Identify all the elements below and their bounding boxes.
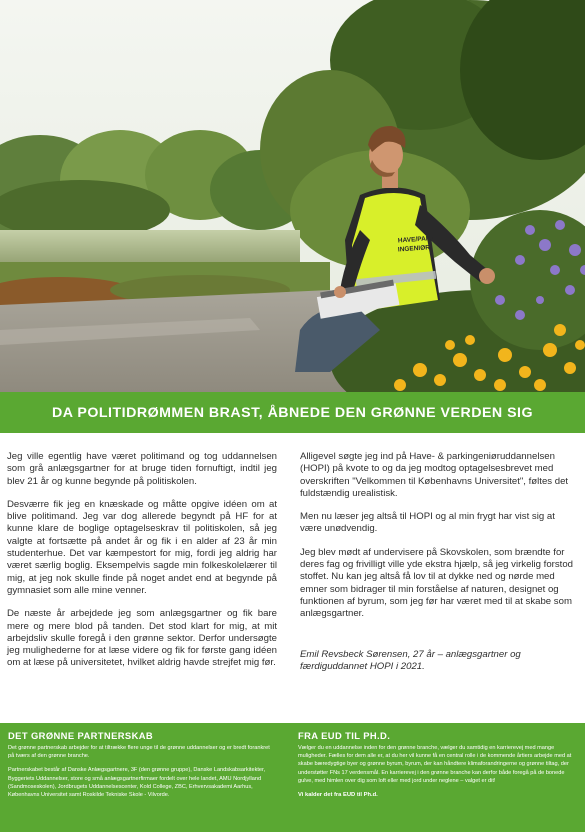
footer-left-title: DET GRØNNE PARTNERSKAB xyxy=(8,730,154,741)
footer-right-title: FRA EUD TIL PH.D. xyxy=(298,730,391,741)
article-column-left xyxy=(7,451,277,681)
footer-right-paragraph: Vælger du en uddannelse inden for den grønne branche, vælger du samtidig en karrierevej med mange muligheder. Fælles for dem alle er, at du her vil kunne få en central rolle i de kommende årtiers arbejde med at skabe bæredygtige byer og grønne byrum, byrum, der kan håndtere klimaforandringerne og grønne tiltag, der understøtter FNs 17 verdensmål. En karrierevej i den grønne branche kan derfor både foregå på de bonede gulve, med himlen over dig som loft eller med jord under neglene – valget er dit! xyxy=(298,745,572,784)
vest-text-line-1: HAVE/PARK xyxy=(397,234,436,245)
footer-career xyxy=(298,730,578,799)
footer-left-paragraph: Partnerskabet består af Danske Anlægsgartnere, 3F (den grønne gruppe), Danske Landskabsarkitekter, Byggeriets Uddannelser, store og små anlægsgartnerfirmaer fordelt over hele landet, AMU Nordjylland (Sandmoseskolen), Jordbrugets Uddannelsescenter, Kold College, ZBC, Erhvervsakademi Aarhus, Københavns Universitet samt Roskilde Tekniske Skole - Vilvorde. xyxy=(8,767,266,799)
paragraph: Men nu læser jeg altså til HOPI og al min frygt har vist sig at være unødvendig. xyxy=(300,511,555,535)
paragraph: Jeg blev mødt af undervisere på Skovskolen, som brændte for deres fag og frivilligt ville yde ekstra hjælp, så jeg virkelig forstod stoffet. Nu kan jeg altså få lov til at dykke ned og nørde med emner som bidrager til min forståelse af naturen, designet og funktionen af byrum, som jeg før har været med til at skabe som anlægsgartner. xyxy=(300,546,574,620)
headline: DA POLITIDRØMMEN BRAST, ÅBNEDE DEN GRØNNE VERDEN SIG xyxy=(51,404,534,421)
photo-caption: Emil Revsbeck Sørensen, 27 år – anlægsgartner og færdiguddannet HOPI i 2021. xyxy=(300,648,521,672)
vest-text-line-2: INGENIØR xyxy=(397,244,431,254)
headline-banner xyxy=(0,392,585,433)
hero-photo xyxy=(0,0,585,392)
footer-right-closing: Vi kalder det fra EUD til Ph.d. xyxy=(298,792,378,799)
footer-left-paragraph: Det grønne partnerskab arbejder for at tiltrække flere unge til de grønne uddannelser og er bredt forankret på tværs af den grønne branche. xyxy=(8,745,270,760)
paragraph: Alligevel søgte jeg ind på Have- & parkingeniøruddannelsen (HOPI) på kvote to og da jeg modtog optagelsesbrevet med overskriften "Velkommen til Københavns Universitet", føltes det fuldstændig urealistisk. xyxy=(300,451,569,499)
paragraph: Jeg ville egentlig have været politimand og tog uddannelsen som grå anlægsgartner for at bruge tiden fornuftigt, indtil jeg blev 21 år og kunne begynde på politiskolen. xyxy=(7,451,277,487)
paragraph: De næste år arbejdede jeg som anlægsgartner og fik bare mere og mere blod på tanden. Det stod klart for mig, at mit arbejdsliv skulle foregå i den grønne sektor. Derfor undersøgte jeg mulighederne for at læse videre og fik for første gang idéen om at læse på universitetet, hvilket aldrig havde strejfet mig før. xyxy=(7,608,277,669)
footer-partnership xyxy=(8,730,276,805)
paragraph: Desværre fik jeg en knæskade og måtte opgive idéen om at blive politimand. Jeg var dog allerede begyndt på HF for at kunne klare de boglige optagelseskrav til politiskolen, så jeg valgte at fortsætte på andet år og fik i en alder af 23 år min studenterhue. Det var kæmpestort for mig, fordi jeg aldrig har været særlig boglig. Eksempelvis sagde min folkeskolelærer til mig, at jeg nok skulle finde på noget andet end at begynde på gymnasiet som alle mine venner. xyxy=(7,498,277,596)
article-column-right xyxy=(300,451,577,684)
footer-panel xyxy=(0,723,585,832)
